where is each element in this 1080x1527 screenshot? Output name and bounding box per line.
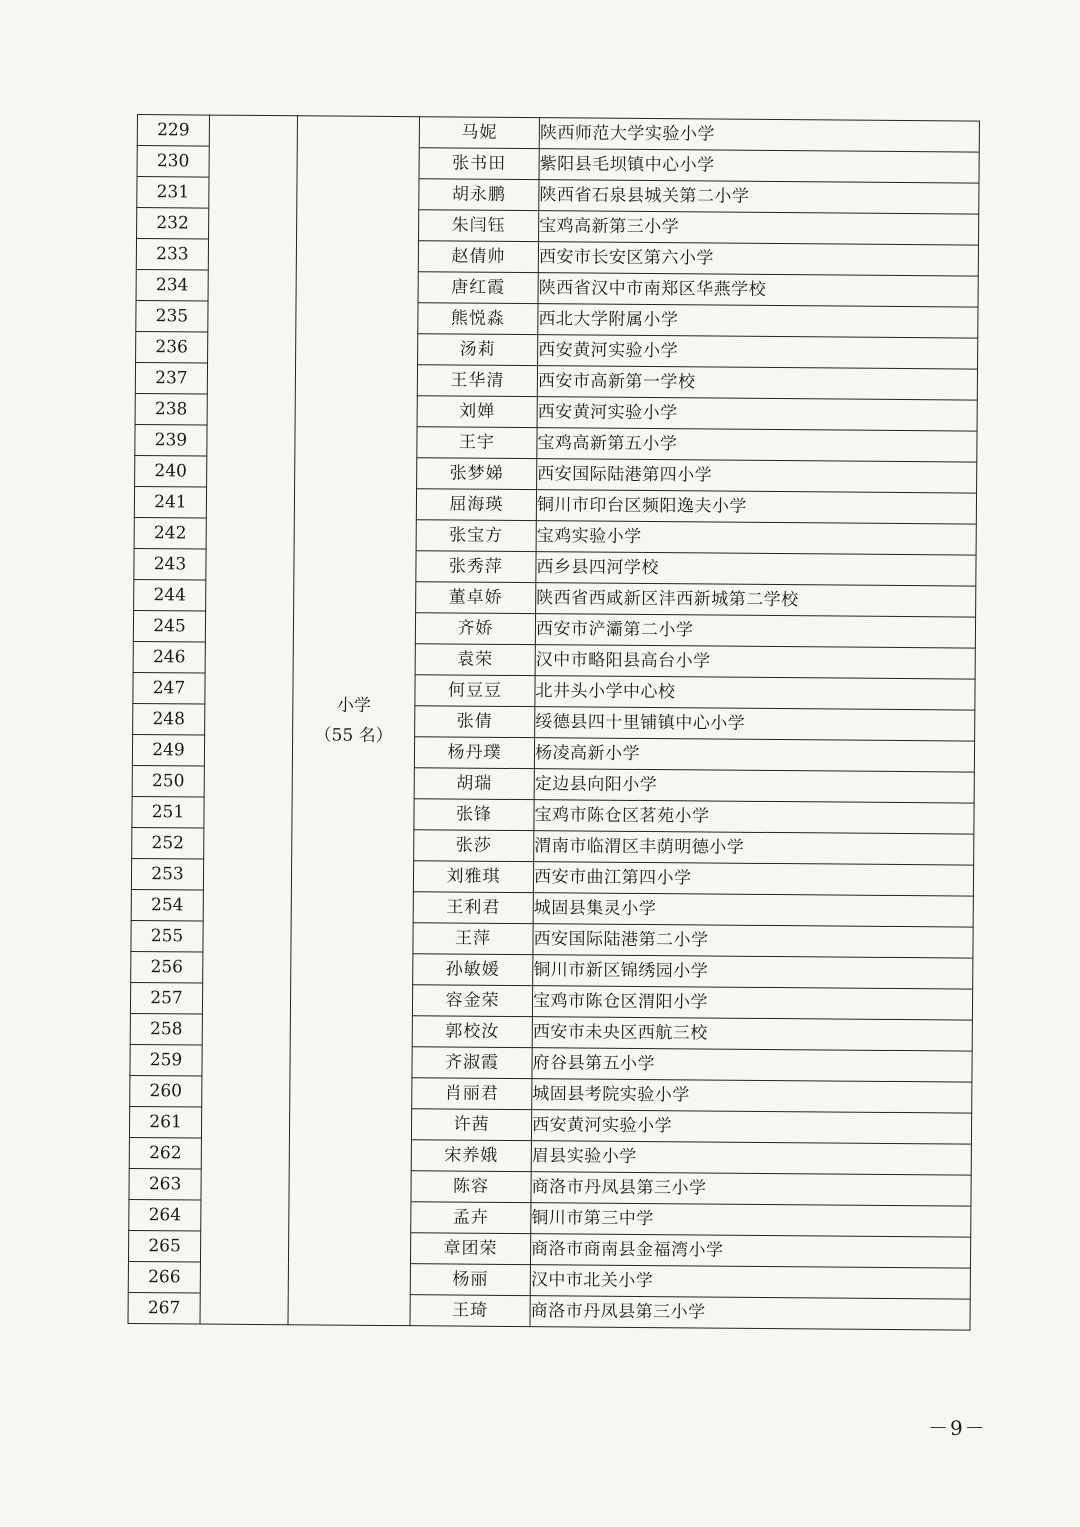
school-name: 绥德县四十里铺镇中心小学 <box>535 707 975 741</box>
row-number: 265 <box>128 1230 200 1262</box>
person-name: 齐淑霞 <box>412 1047 532 1079</box>
school-name: 陕西省石泉县城关第二小学 <box>539 180 979 214</box>
person-name: 孟卉 <box>411 1202 531 1234</box>
school-name: 宝鸡高新第三小学 <box>539 211 979 245</box>
school-name: 铜川市新区锦绣园小学 <box>533 955 973 989</box>
row-number: 233 <box>136 239 208 271</box>
school-name: 商洛市丹凤县第三小学 <box>531 1172 971 1206</box>
row-number: 232 <box>137 208 209 240</box>
school-name: 北井头小学中心校 <box>535 676 975 710</box>
person-name: 刘雅琪 <box>413 861 533 893</box>
row-number: 230 <box>137 146 209 178</box>
row-number: 257 <box>130 982 202 1014</box>
row-number: 261 <box>129 1106 201 1138</box>
person-name: 王琦 <box>410 1295 530 1327</box>
school-name: 铜川市印台区频阳逸夫小学 <box>536 490 976 524</box>
row-number: 236 <box>136 331 208 363</box>
school-name: 杨凌高新小学 <box>534 738 974 772</box>
school-name: 西安市高新第一学校 <box>537 366 977 400</box>
person-name: 胡永鹏 <box>419 179 539 211</box>
row-number: 254 <box>131 889 203 921</box>
row-number: 247 <box>133 672 205 704</box>
row-number: 231 <box>137 177 209 209</box>
school-name: 西安市浐灞第二小学 <box>535 614 975 648</box>
row-number: 253 <box>131 858 203 890</box>
school-name: 汉中市略阳县高台小学 <box>535 645 975 679</box>
school-name: 紫阳县毛坝镇中心小学 <box>539 149 979 183</box>
row-number: 259 <box>130 1044 202 1076</box>
person-name: 胡瑞 <box>414 768 534 800</box>
school-name: 西安市未央区西航三校 <box>532 1017 972 1051</box>
person-name: 屈海瑛 <box>416 489 536 521</box>
row-number: 252 <box>132 827 204 859</box>
row-number: 238 <box>135 393 207 425</box>
person-name: 汤莉 <box>418 334 538 366</box>
person-name: 杨丽 <box>410 1264 530 1296</box>
school-name: 宝鸡高新第五小学 <box>537 428 977 462</box>
person-name: 肖丽君 <box>412 1078 532 1110</box>
school-name: 西安黄河实验小学 <box>531 1110 971 1144</box>
row-number: 267 <box>128 1292 200 1324</box>
category-count: （55 名） <box>314 725 393 747</box>
row-number: 255 <box>131 920 203 952</box>
row-number: 242 <box>134 517 206 549</box>
person-name: 郭校汝 <box>412 1016 532 1048</box>
row-number: 263 <box>129 1168 201 1200</box>
school-name: 城固县考院实验小学 <box>532 1079 972 1113</box>
row-number: 266 <box>128 1261 200 1293</box>
school-name: 城固县集灵小学 <box>533 893 973 927</box>
row-number: 243 <box>134 548 206 580</box>
person-name: 陈容 <box>411 1171 531 1203</box>
school-name: 府谷县第五小学 <box>532 1048 972 1082</box>
person-name: 张秀萍 <box>416 551 536 583</box>
person-name: 张梦娣 <box>417 458 537 490</box>
roster-body <box>128 115 979 1331</box>
row-number: 235 <box>136 300 208 332</box>
row-number: 234 <box>136 269 208 301</box>
person-name: 张倩 <box>415 706 535 738</box>
category-label: 小学 <box>336 695 371 716</box>
school-name: 西安国际陆港第二小学 <box>533 924 973 958</box>
person-name: 赵倩帅 <box>418 241 538 273</box>
school-name: 西乡县四河学校 <box>536 552 976 586</box>
row-number: 240 <box>135 455 207 487</box>
row-number: 250 <box>132 765 204 797</box>
school-name: 西安市长安区第六小学 <box>538 242 978 276</box>
person-name: 董卓娇 <box>416 582 536 614</box>
school-name: 商洛市商南县金福湾小学 <box>530 1234 970 1268</box>
school-name: 定边县向阳小学 <box>534 769 974 803</box>
row-number: 256 <box>131 951 203 983</box>
person-name: 宋养娥 <box>411 1140 531 1172</box>
school-name: 渭南市临渭区丰荫明德小学 <box>534 831 974 865</box>
person-name: 王萍 <box>413 923 533 955</box>
person-name: 马妮 <box>419 117 539 149</box>
row-number: 237 <box>135 362 207 394</box>
person-name: 许茜 <box>411 1109 531 1141</box>
person-name: 刘婵 <box>417 396 537 428</box>
page-number: －9－ <box>928 1416 987 1440</box>
person-name: 张莎 <box>414 830 534 862</box>
row-number: 245 <box>133 610 205 642</box>
row-number: 241 <box>134 486 206 518</box>
person-name: 齐娇 <box>415 613 535 645</box>
person-name: 袁荣 <box>415 644 535 676</box>
person-name: 杨丹璞 <box>414 737 534 769</box>
category-cell <box>288 116 419 1326</box>
row-number: 264 <box>129 1199 201 1231</box>
person-name: 孙敏媛 <box>413 954 533 986</box>
school-name: 汉中市北关小学 <box>530 1265 970 1299</box>
row-number: 246 <box>133 641 205 673</box>
row-number: 258 <box>130 1013 202 1045</box>
person-name: 何豆豆 <box>415 675 535 707</box>
row-number: 249 <box>132 734 204 766</box>
person-name: 王利君 <box>413 892 533 924</box>
row-number: 248 <box>133 703 205 735</box>
row-number: 260 <box>130 1075 202 1107</box>
school-name: 陕西师范大学实验小学 <box>539 118 979 152</box>
person-name: 王宇 <box>417 427 537 459</box>
person-name: 章团荣 <box>410 1233 530 1265</box>
school-name: 陕西省汉中市南郑区华燕学校 <box>538 273 978 307</box>
person-name: 张宝方 <box>416 520 536 552</box>
person-name: 张书田 <box>419 148 539 180</box>
school-name: 西安国际陆港第四小学 <box>537 459 977 493</box>
row-number: 239 <box>135 424 207 456</box>
row-number: 244 <box>134 579 206 611</box>
school-name: 西北大学附属小学 <box>538 304 978 338</box>
row-number: 229 <box>137 115 209 147</box>
school-name: 商洛市丹凤县第三小学 <box>530 1296 970 1330</box>
person-name: 朱闫钰 <box>419 210 539 242</box>
roster-table <box>127 114 979 1331</box>
school-name: 西安黄河实验小学 <box>537 397 977 431</box>
school-name: 宝鸡实验小学 <box>536 521 976 555</box>
person-name: 王华清 <box>417 365 537 397</box>
table-row <box>137 115 979 153</box>
school-name: 陕西省西咸新区沣西新城第二学校 <box>536 583 976 617</box>
school-name: 西安黄河实验小学 <box>538 335 978 369</box>
school-name: 眉县实验小学 <box>531 1141 971 1175</box>
school-name: 铜川市第三中学 <box>531 1203 971 1237</box>
school-name: 西安市曲江第四小学 <box>533 862 973 896</box>
person-name: 张锋 <box>414 799 534 831</box>
blank-column-cell <box>200 115 297 1325</box>
row-number: 251 <box>132 796 204 828</box>
row-number: 262 <box>129 1137 201 1169</box>
person-name: 容金荣 <box>412 985 532 1017</box>
school-name: 宝鸡市陈仓区茗苑小学 <box>534 800 974 834</box>
school-name: 宝鸡市陈仓区渭阳小学 <box>532 986 972 1020</box>
person-name: 熊悦淼 <box>418 303 538 335</box>
person-name: 唐红霞 <box>418 272 538 304</box>
